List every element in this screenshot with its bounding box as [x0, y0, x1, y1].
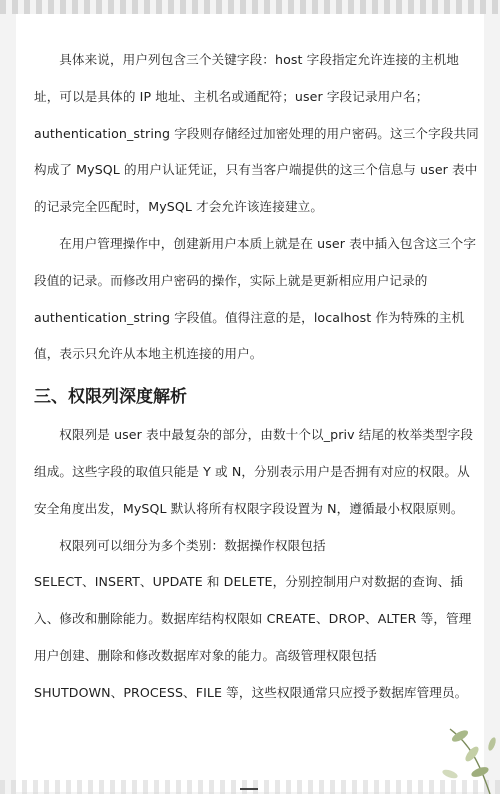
- text-line: SELECT、INSERT、UPDATE 和 DELETE，分别控制用户对数据的查询、插: [34, 574, 463, 590]
- text-line: authentication_string 字段值。值得注意的是，localhost 作为特殊的主机: [34, 309, 465, 325]
- text-line: 址，可以是具体的 IP 地址、主机名或通配符；user 字段记录用户名；: [34, 88, 429, 104]
- text-line: 安全角度出发，MySQL 默认将所有权限字段设置为 N，遵循最小权限原则。: [34, 500, 464, 516]
- text-line: SHUTDOWN、PROCESS、FILE 等，这些权限通常只应授予数据库管理员。: [34, 684, 468, 700]
- text-line: 的记录完全匹配时，MySQL 才会允许该连接建立。: [34, 199, 324, 215]
- paragraph-privilege-columns: [34, 417, 474, 527]
- leaf-decoration-icon: [420, 674, 500, 794]
- paragraph-user-columns: [34, 42, 479, 226]
- top-border-decoration: [0, 0, 500, 14]
- text-line: 段值的记录。而修改用户密码的操作，实际上就是更新相应用户记录的: [34, 272, 428, 288]
- paragraph-user-management: [34, 226, 477, 373]
- text-line: 入、修改和删除能力。数据库结构权限如 CREATE、DROP、ALTER 等，管理: [34, 611, 472, 627]
- text-line: 用户创建、删除和修改数据库对象的能力。高级管理权限包括: [34, 647, 377, 663]
- section-heading: 三、权限列深度解析: [34, 387, 187, 408]
- text-line: 构成了 MySQL 的用户认证凭证，只有当客户端提供的这三个信息与 user 表中: [34, 162, 478, 178]
- text-line: authentication_string 字段则存储经过加密处理的用户密码。这三个字段共同: [34, 125, 479, 141]
- text-line: 权限列可以细分为多个类别：数据操作权限包括: [59, 537, 326, 553]
- text-line: 具体来说，用户列包含三个关键字段：host 字段指定允许连接的主机地: [59, 52, 459, 67]
- text-line: 值，表示只允许从本地主机连接的用户。: [34, 346, 263, 362]
- text-line: 组成。这些字段的取值只能是 Y 或 N，分别表示用户是否拥有对应的权限。从: [34, 463, 470, 479]
- text-line: 在用户管理操作中，创建新用户本质上就是在 user 表中插入包含这三个字: [59, 235, 477, 251]
- document-body: [34, 42, 479, 712]
- document-page: [16, 14, 484, 792]
- paragraph-privilege-categories: [34, 528, 470, 712]
- text-line: 权限列是 user 表中最复杂的部分，由数十个以_priv 结尾的枚举类型字段: [59, 427, 474, 443]
- page-marker: [240, 788, 258, 790]
